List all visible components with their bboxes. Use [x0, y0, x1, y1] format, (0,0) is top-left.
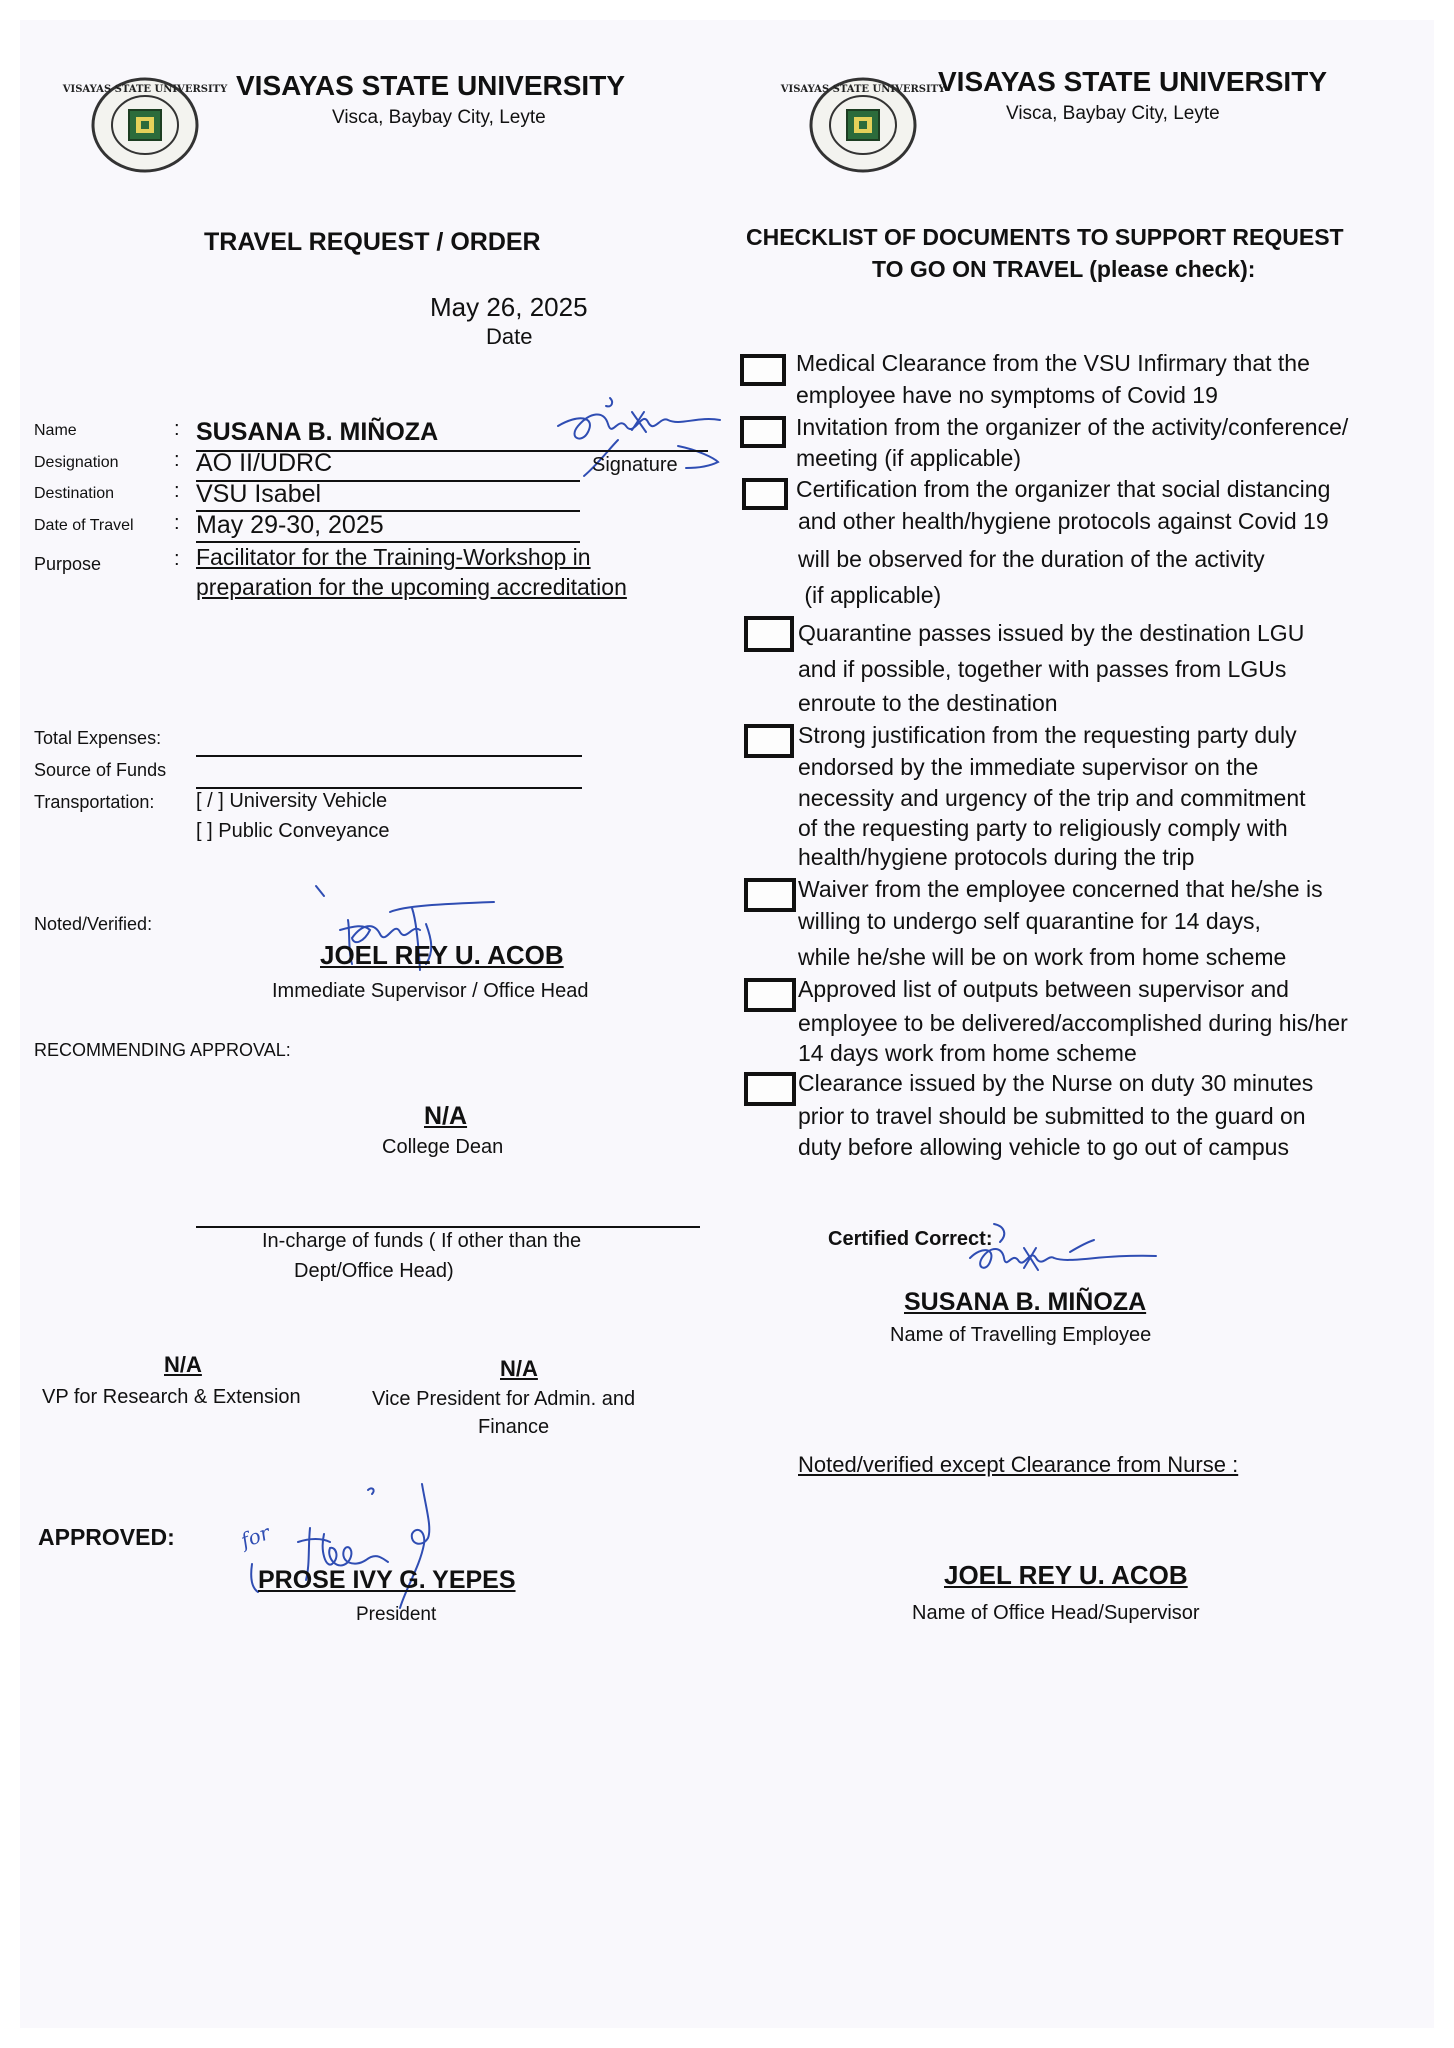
- checklist-item-nurse-line-3: duty before allowing vehicle to go out of campus: [798, 1134, 1289, 1160]
- checklist-item-outputs-line-1: Approved list of outputs between supervisor and: [798, 976, 1289, 1002]
- checklist-item-nurse-line-2: prior to travel should be submitted to the guard on: [798, 1103, 1306, 1129]
- supervisor-title: Immediate Supervisor / Office Head: [272, 980, 589, 1002]
- incharge-funds-line: [196, 1226, 700, 1228]
- university-address-left: Visca, Baybay City, Leyte: [332, 107, 546, 128]
- vp-admin-title-line-1: Vice President for Admin. and: [372, 1388, 636, 1410]
- signature-label: Signature: [592, 454, 678, 476]
- checkbox-approved-outputs[interactable]: [744, 978, 796, 1012]
- name-colon: :: [174, 418, 180, 440]
- checklist-item-certification-line-2: and other health/hygiene protocols against Covid 19: [798, 508, 1329, 534]
- certified-employee-name: SUSANA B. MIÑOZA: [904, 1288, 1147, 1316]
- incharge-funds-line-2: Dept/Office Head): [294, 1260, 454, 1282]
- checklist-item-justification-line-2: endorsed by the immediate supervisor on the: [798, 754, 1259, 780]
- checklist-item-quarantine-line-1: Quarantine passes issued by the destination LGU: [798, 620, 1305, 646]
- checklist-item-certification-line-4: (if applicable): [798, 582, 942, 608]
- vp-admin-title-line-2: Finance: [478, 1416, 550, 1438]
- svg-text:VISAYAS STATE UNIVERSITY: VISAYAS STATE UNIVERSITY: [780, 84, 946, 95]
- total-expenses-label: Total Expenses:: [34, 728, 162, 748]
- name-label: Name: [34, 422, 77, 439]
- vp-admin-value: N/A: [500, 1356, 538, 1381]
- office-head-title: Name of Office Head/Supervisor: [912, 1602, 1200, 1624]
- noted-except-clearance: Noted/verified except Clearance from Nurse :: [798, 1452, 1239, 1477]
- checklist-item-nurse-line-1: Clearance issued by the Nurse on duty 30 minutes: [798, 1070, 1314, 1096]
- checklist-title-line-2: TO GO ON TRAVEL (please check):: [872, 256, 1256, 282]
- office-head-name: JOEL REY U. ACOB: [944, 1560, 1188, 1590]
- checkbox-nurse-clearance[interactable]: [744, 1072, 796, 1106]
- president-title: President: [356, 1604, 437, 1625]
- checklist-item-invitation-line-2: meeting (if applicable): [796, 445, 1022, 471]
- date-of-travel-colon: :: [174, 512, 180, 534]
- checklist-item-medical-clearance-line-2: employee have no symptoms of Covid 19: [796, 382, 1218, 408]
- destination-label: Destination: [34, 485, 115, 502]
- checklist-item-outputs-line-3: 14 days work from home scheme: [798, 1040, 1137, 1066]
- checklist-item-waiver-line-1: Waiver from the employee concerned that he/she is: [798, 876, 1323, 902]
- checkbox-certification[interactable]: [742, 478, 788, 510]
- date-of-travel-underline: [196, 541, 580, 543]
- university-address-right: Visca, Baybay City, Leyte: [1006, 103, 1220, 124]
- university-name-right: VISAYAS STATE UNIVERSITY: [938, 66, 1327, 97]
- certified-correct-label: Certified Correct:: [828, 1228, 993, 1250]
- date-of-travel-label: Date of Travel: [34, 517, 134, 534]
- checklist-item-waiver-line-3: while he/she will be on work from home scheme: [798, 944, 1287, 970]
- checklist-item-certification-line-3: will be observed for the duration of the activity: [798, 546, 1265, 572]
- transport-public-conveyance: [ ] Public Conveyance: [196, 820, 390, 842]
- travel-order-title: TRAVEL REQUEST / ORDER: [204, 228, 541, 256]
- university-seal-left: [62, 76, 228, 174]
- college-dean-title: College Dean: [382, 1136, 504, 1158]
- date-of-travel-value: May 29-30, 2025: [196, 511, 384, 539]
- request-date-label: Date: [486, 324, 533, 349]
- transportation-label: Transportation:: [34, 792, 155, 812]
- svg-text:VISAYAS STATE UNIVERSITY: VISAYAS STATE UNIVERSITY: [62, 84, 228, 95]
- svg-text:for: for: [237, 1520, 273, 1553]
- university-seal-right: [780, 76, 946, 174]
- checklist-item-invitation-line-1: Invitation from the organizer of the activity/conference/: [796, 414, 1349, 440]
- university-name-left: VISAYAS STATE UNIVERSITY: [236, 70, 625, 101]
- designation-label: Designation: [34, 454, 119, 471]
- checklist-title-line-1: CHECKLIST OF DOCUMENTS TO SUPPORT REQUEST: [746, 224, 1344, 250]
- checklist-item-justification-line-1: Strong justification from the requesting party duly: [798, 722, 1297, 748]
- checklist-item-outputs-line-2: employee to be delivered/accomplished during his/her: [798, 1010, 1348, 1036]
- source-of-funds-line: [196, 787, 582, 789]
- vp-research-value: N/A: [164, 1352, 202, 1377]
- college-dean-value: N/A: [424, 1102, 468, 1130]
- destination-value: VSU Isabel: [196, 480, 322, 508]
- request-date: May 26, 2025: [430, 292, 588, 322]
- purpose-line-2: preparation for the upcoming accreditation: [196, 574, 627, 600]
- purpose-line-1: Facilitator for the Training-Workshop in: [196, 544, 591, 570]
- supervisor-name: JOEL REY U. ACOB: [320, 940, 564, 970]
- checklist-item-waiver-line-2: willing to undergo self quarantine for 14 days,: [798, 908, 1261, 934]
- purpose-colon: :: [174, 548, 180, 570]
- employee-name: SUSANA B. MIÑOZA: [196, 418, 439, 446]
- checklist-item-justification-line-3: necessity and urgency of the trip and commitment: [798, 785, 1306, 811]
- recommending-approval-label: RECOMMENDING APPROVAL:: [34, 1040, 291, 1060]
- noted-verified-label: Noted/Verified:: [34, 914, 153, 934]
- checkbox-waiver[interactable]: [744, 878, 796, 912]
- checklist-item-medical-clearance-line-1: Medical Clearance from the VSU Infirmary that the: [796, 350, 1310, 376]
- vp-research-title: VP for Research & Extension: [42, 1386, 301, 1408]
- transport-university-vehicle: [ / ] University Vehicle: [196, 790, 388, 812]
- checkbox-invitation[interactable]: [740, 416, 786, 448]
- source-of-funds-label: Source of Funds: [34, 760, 167, 780]
- purpose-label: Purpose: [34, 554, 102, 574]
- checklist-item-quarantine-line-3: enroute to the destination: [798, 690, 1058, 716]
- checkbox-quarantine-passes[interactable]: [744, 616, 794, 652]
- designation-colon: :: [174, 449, 180, 471]
- destination-colon: :: [174, 480, 180, 502]
- total-expenses-line: [196, 755, 582, 757]
- checkbox-strong-justification[interactable]: [744, 724, 794, 758]
- incharge-funds-line-1: In-charge of funds ( If other than the: [262, 1230, 582, 1252]
- designation-value: AO II/UDRC: [196, 449, 333, 477]
- approved-label: APPROVED:: [38, 1524, 175, 1550]
- certified-employee-title: Name of Travelling Employee: [890, 1324, 1152, 1346]
- checkbox-medical-clearance[interactable]: [740, 354, 786, 386]
- president-name: PROSE IVY G. YEPES: [258, 1566, 516, 1594]
- checklist-item-justification-line-4: of the requesting party to religiously comply with: [798, 815, 1288, 841]
- checklist-item-quarantine-line-2: and if possible, together with passes from LGUs: [798, 656, 1287, 682]
- checklist-item-certification-line-1: Certification from the organizer that social distancing: [796, 476, 1331, 502]
- checklist-item-justification-line-5: health/hygiene protocols during the trip: [798, 844, 1195, 870]
